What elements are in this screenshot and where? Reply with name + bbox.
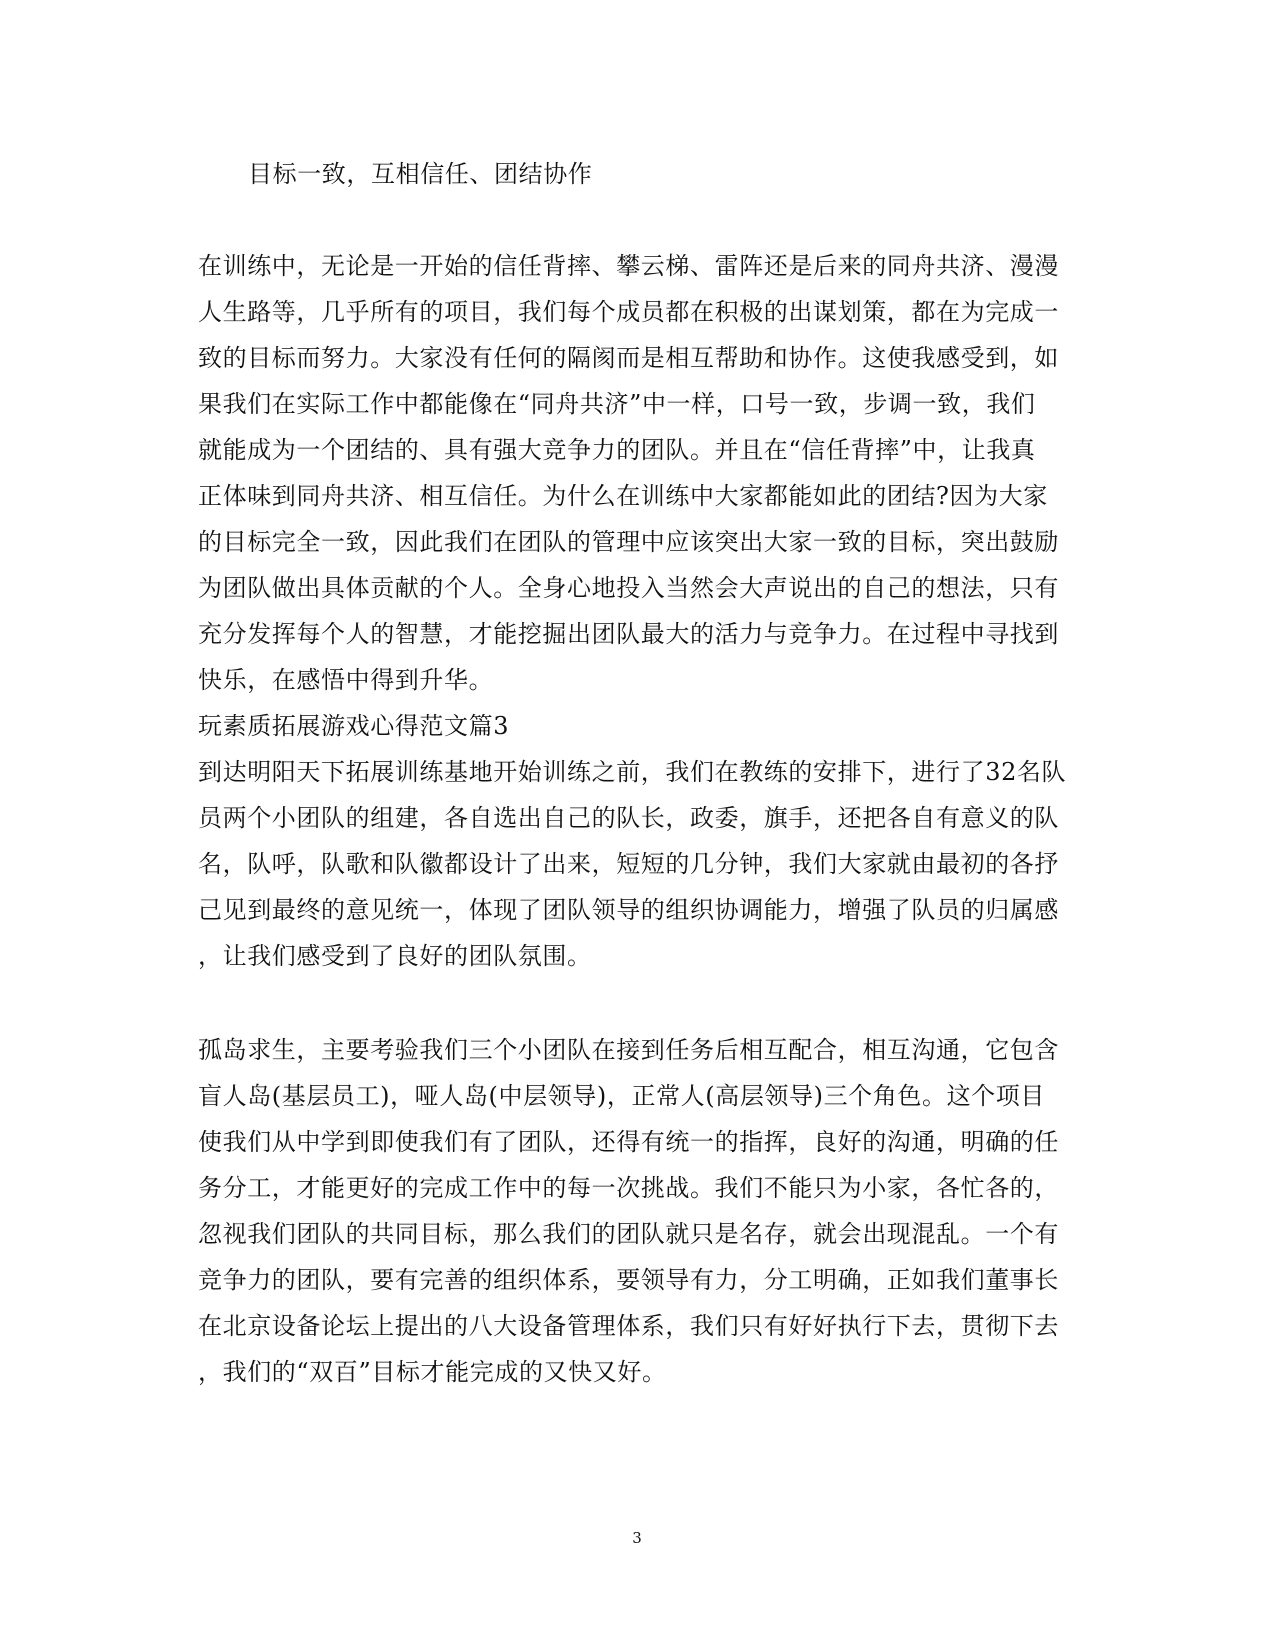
paragraph-line: 在北京设备论坛上提出的八大设备管理体系，我们只有好好执行下去，贯彻下去 <box>198 1312 1059 1340</box>
paragraph-line: ，让我们感受到了良好的团队氛围。 <box>198 942 592 970</box>
paragraph-line: 务分工，才能更好的完成工作中的每一次挑战。我们不能只为小家，各忙各的， <box>198 1174 1059 1202</box>
paragraph-line: 充分发挥每个人的智慧，才能挖掘出团队最大的活力与竞争力。在过程中寻找到 <box>198 620 1059 648</box>
paragraph-line: 竞争力的团队，要有完善的组织体系，要领导有力，分工明确，正如我们董事长 <box>198 1266 1059 1294</box>
section-heading: 目标一致，互相信任、团结协作 <box>248 160 593 188</box>
paragraph-line: 使我们从中学到即使我们有了团队，还得有统一的指挥，良好的沟通，明确的任 <box>198 1128 1059 1156</box>
paragraph-line: 忽视我们团队的共同目标，那么我们的团队就只是名存，就会出现混乱。一个有 <box>198 1220 1059 1248</box>
page-number: 3 <box>632 1529 642 1547</box>
paragraph-line: 到达明阳天下拓展训练基地开始训练之前，我们在教练的安排下，进行了32名队 <box>198 758 1067 786</box>
paragraph-line: 孤岛求生，主要考验我们三个小团队在接到任务后相互配合，相互沟通，它包含 <box>198 1036 1059 1064</box>
paragraph-line: 己见到最终的意见统一，体现了团队领导的组织协调能力，增强了队员的归属感 <box>198 896 1059 924</box>
paragraph-line: 快乐，在感悟中得到升华。 <box>198 666 494 694</box>
article-title: 玩素质拓展游戏心得范文篇3 <box>198 712 510 740</box>
paragraph-line: 就能成为一个团结的、具有强大竞争力的团队。并且在“信任背摔”中，让我真 <box>198 436 1036 464</box>
paragraph-line: 人生路等，几乎所有的项目，我们每个成员都在积极的出谋划策，都在为完成一 <box>198 298 1059 326</box>
paragraph-line: ，我们的“双百”目标才能完成的又快又好。 <box>198 1358 667 1386</box>
paragraph-line: 为团队做出具体贡献的个人。全身心地投入当然会大声说出的自己的想法，只有 <box>198 574 1059 602</box>
paragraph-line: 的目标完全一致，因此我们在团队的管理中应该突出大家一致的目标，突出鼓励 <box>198 528 1059 556</box>
paragraph-line: 在训练中，无论是一开始的信任背摔、攀云梯、雷阵还是后来的同舟共济、漫漫 <box>198 252 1059 280</box>
paragraph-line: 名，队呼，队歌和队徽都设计了出来，短短的几分钟，我们大家就由最初的各抒 <box>198 850 1059 878</box>
paragraph-line: 员两个小团队的组建，各自选出自己的队长，政委，旗手，还把各自有意义的队 <box>198 804 1059 832</box>
paragraph-line: 致的目标而努力。大家没有任何的隔阂而是相互帮助和协作。这使我感受到，如 <box>198 344 1059 372</box>
paragraph-line: 果我们在实际工作中都能像在“同舟共济”中一样，口号一致，步调一致，我们 <box>198 390 1036 418</box>
paragraph-line: 正体味到同舟共济、相互信任。为什么在训练中大家都能如此的团结?因为大家 <box>198 482 1048 510</box>
paragraph-line: 盲人岛(基层员工)，哑人岛(中层领导)，正常人(高层领导)三个角色。这个项目 <box>198 1082 1045 1110</box>
